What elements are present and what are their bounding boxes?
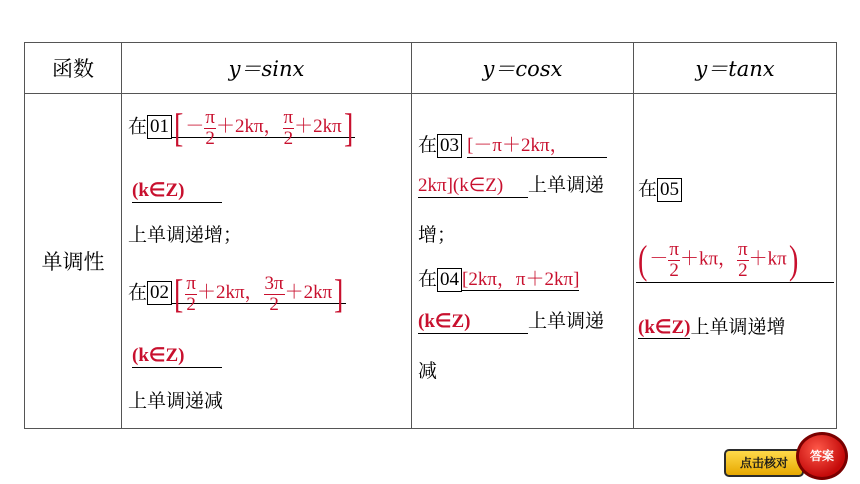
sin-decreasing-interval <box>128 272 346 316</box>
answer-box-01[interactable]: 01 <box>147 115 172 139</box>
tan-k-in-z: (k∈Z) <box>638 317 691 338</box>
cos-increasing-interval <box>418 130 607 158</box>
sin-cell <box>122 94 412 429</box>
answer-box-03[interactable]: 03 <box>437 134 462 158</box>
tan-zai: 在 <box>638 178 658 200</box>
header-sin: y＝sinx <box>122 43 412 94</box>
sin-zai-1: 在 <box>128 115 148 138</box>
sin-increasing-interval <box>128 106 355 150</box>
answer-box-04[interactable]: 04 <box>437 268 462 292</box>
cos-zai-2: 在 <box>418 268 438 290</box>
cos-k-row <box>418 306 604 334</box>
cos-k-in-z: (k∈Z) <box>418 310 528 334</box>
answer-box-05[interactable]: 05 <box>657 178 682 202</box>
cos-decreasing-interval <box>418 264 579 292</box>
cos-interval-1-line2 <box>418 170 604 198</box>
sin-zai-2: 在 <box>128 281 148 304</box>
header-cos: y＝cosx <box>412 43 634 94</box>
cos-cell <box>412 94 634 429</box>
cos-inc-text: 上单调递 <box>528 174 605 196</box>
tan-k-row <box>638 312 785 339</box>
monotonicity-row <box>25 94 837 429</box>
cos-interval-2: [2kπ，π＋2kπ] <box>462 269 580 290</box>
sin-k-in-z-2: (k∈Z) <box>132 344 222 368</box>
tan-interval: ( － $\frac{\pi}{2}$ ＋kπ， $\frac{\pi}{2}$ ＋kπ) <box>636 238 834 283</box>
sin-interval-1: [ － $\frac{\pi}{2}$ ＋2kπ， $\frac{\pi}{2}$ ＋2kπ] <box>174 105 354 150</box>
cos-dec-text: 上单调递 <box>528 310 605 332</box>
header-tan: y＝tanx <box>634 43 837 94</box>
check-answer-button[interactable]: 点击核对 <box>724 449 804 477</box>
sin-k-in-z-1: (k∈Z) <box>132 179 222 203</box>
cos-inc-text-2: 增； <box>418 224 457 246</box>
header-function: 函数 <box>25 43 122 94</box>
cos-zai-1: 在 <box>418 134 438 156</box>
cos-interval-1-end: 2kπ](k∈Z) <box>418 174 528 198</box>
answer-box-02[interactable]: 02 <box>147 281 172 305</box>
answer-button[interactable]: 答案 <box>796 432 848 480</box>
sin-decreasing-text: 上单调递减 <box>128 390 224 412</box>
cos-interval-1: [－π＋2kπ， <box>467 130 607 158</box>
tan-inc-text: 上单调递增 <box>690 316 786 338</box>
sin-interval-2: [ $\frac{\pi}{2}$ ＋2kπ， $\frac{3\pi}{2}$ ＋2kπ] <box>174 271 344 316</box>
row-label-monotonicity: 单调性 <box>25 94 122 429</box>
trig-monotonicity-table <box>24 42 837 429</box>
header-row <box>25 43 837 94</box>
tan-zai-row <box>638 174 682 202</box>
cos-dec-text-2: 减 <box>418 360 438 382</box>
sin-increasing-text: 上单调递增； <box>128 224 243 246</box>
tan-cell <box>634 94 837 429</box>
